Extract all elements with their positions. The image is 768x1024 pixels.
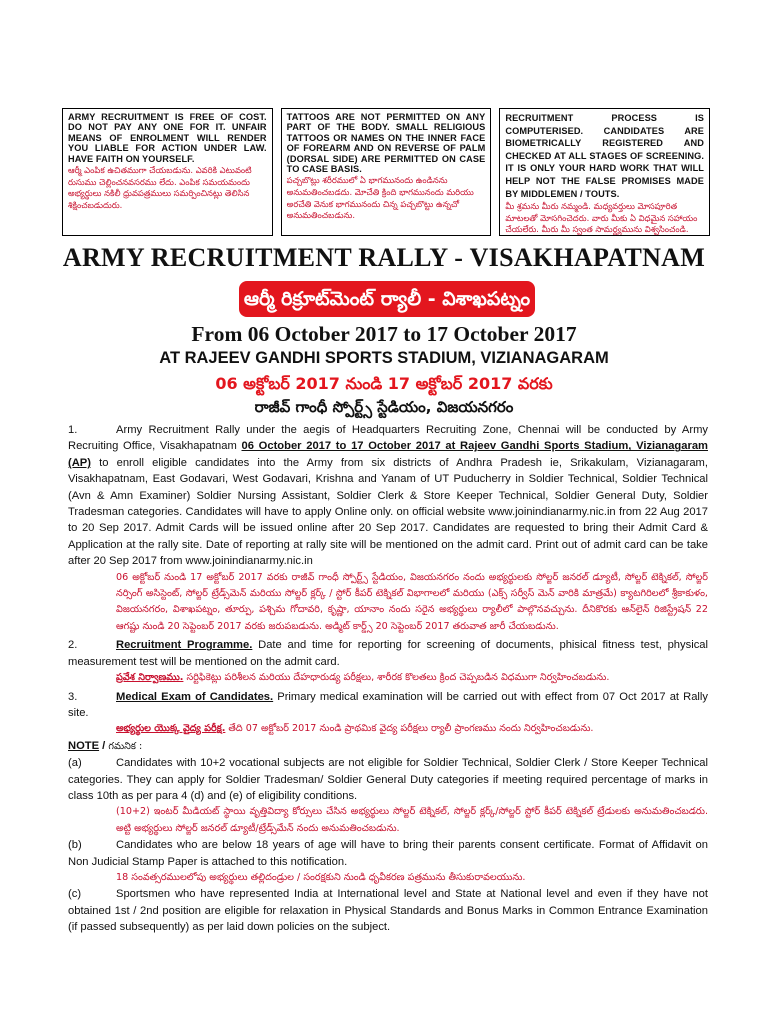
section-3-telugu-text: తేది 07 అక్టోబర్ 2017 నుండి ప్రాథమిక వైద్య పరీక్షలు ర్యాలీ ప్రాంగణము నందు నిర్వహించబడును.: [225, 723, 594, 735]
section-2: [68, 637, 708, 670]
page-title: ARMY RECRUITMENT RALLY - VISAKHAPATNAM: [62, 243, 706, 272]
note-c-text: Sportsmen who have represented India at International level and State at National level and even if they have not obtained 1st / 2nd position are eligible for relaxation in Physical Standards and Bonus Marks in Common Entrance Examination (if passed subsequently) as per laid down policies on the subject.: [68, 888, 708, 934]
section-1-text-pre: Army Recruitment Rally under the aegis of Headquarters Recruiting Zone, Chennai will be conducted by Army Recruiting Office, Visakhapatnam: [68, 424, 708, 453]
note-c-label: (c): [68, 888, 82, 901]
section-1-telugu: 06 అక్టోబర్ నుండి 17 అక్టోబర్ 2017 వరకు రాజీవ్ గాంధీ స్పోర్ట్స్ స్టేడియం, విజయనగరం నందు అభ్యర్థులకు సోల్జర్ జనరల్ డ్యూటీ, సోల్జర్ టెక్నికల్, సోల్జర్ నర్సింగ్ అసిస్టెంట్, సోల్జర్ ట్రేడ్స్‌మెన్ మరియు సోల్జర్ క్లర్క్ / స్టోర్ కీపర్ టెక్నికల్ విభాగాలలో మరియు (ఎక్స్ సర్వీస్ మెన్ వారికి మాత్రమే) క్యాటగిరిలలో శ్రీకాకుళం, విజయనగరం, విశాఖపట్నం, తూర్పు, పశ్చిమ గోదావరి, కృష్ణా, యానాం నందు సరైన అభ్యర్థులు ర్యాలీలో పాల్గొనవచ్చును. దీనికొరకు ఆన్‌లైన్ రిజిస్ట్రేషన్ 22 ఆగష్టు నుండి 20 సెప్టెంబర్ 2017 వరకు జరుపబడును. అడ్మిట్ కార్డ్స్ 20 సెప్టెంబర్ 2017 తరువాత జారీ చేయబడును.: [116, 571, 708, 632]
note-label: NOTE: [68, 739, 100, 752]
note-b-text: Candidates who are below 18 years of age will have to bring their parents consent certificate. Format of Affidavit on Non Judicial Stamp Paper is attached to this notification.: [68, 839, 708, 868]
notice-computerised-en: RECRUITMENT PROCESS IS COMPUTERISED. CANDIDATES ARE BIOMETRICALLY REGISTERED AND CHECKED AT ALL STAGES OF SCREENING. IT IS ONLY YOUR HARD WORK THAT WILL HELP NOT THE FALSE PROMISES MADE BY MIDDLEMEN / TOUTS.: [505, 113, 705, 199]
section-3-telugu-heading: అభ్యర్థుల యొక్క వైద్య పరీక్ష.: [116, 723, 226, 735]
section-2-text: Date and time for reporting for screening of documents, phisical fitness test, physical measurement test will be mentioned on the admit card.: [68, 639, 708, 668]
section-3-heading: Medical Exam of Candidates.: [116, 690, 274, 703]
note-b: [68, 837, 708, 870]
section-2-telugu-heading: ప్రవేశ నిర్వాణము.: [116, 672, 184, 684]
note-a: [68, 755, 708, 804]
section-1-text-post: to enroll eligible candidates into the Army from six districts of Andhra Pradesh ie, Srikakulam, Vizianagaram, Visakhapatnam, East Godavari, West Godavari, Krishna and Yanam of UT Puducherry in Soldier Technical, Soldier Technical (Avn & Amn Examiner) Soldier Nursing Assistant, Soldier Clerk & Store Keeper Technical, Soldier General Duty, Soldier Tradesman categories. Candidates will have to apply Online only. on official website www.joinindianarmy.nic.in from 22 Aug 2017 to 20 Sep 2017. Admit Cards will be issued online after 20 Sep 2017. Candidates are requested to bring their Admit Card & Application at the rally site. Date of reporting at rally site will be mentioned on the admit card. Print out of admit card can be take after 20 Sep 2017 from www.joinindianarmy.nic.in: [68, 456, 708, 568]
section-1: [68, 422, 708, 570]
notice-tattoos-te: పచ్చబొట్లు శరీరములో ఏ భాగమునందు ఉండినను అనుమతించబడదు. మోచేతి క్రింది భాగమునందు మరియు అరచేతి వెనుక భాగమునందు చిన్న పచ్చబొట్టు ఉన్నచో అనుమతించబడును.: [286, 175, 474, 221]
notice-box-computerised: [499, 108, 710, 236]
notice-free-recruitment-en: ARMY RECRUITMENT IS FREE OF COST. DO NOT PAY ANY ONE FOR IT. UNFAIR MEANS OF ENROLMENT WILL RENDER YOU LIABLE FOR ACTION UNDER LAW. HAVE FAITH ON YOURSELF.: [68, 112, 267, 164]
notification-body: [68, 422, 708, 936]
notice-tattoos-en: TATTOOS ARE NOT PERMITTED ON ANY PART OF THE BODY. SMALL RELIGIOUS TATTOOS OR NAMES ON THE INNER FACE OF FOREARM AND ON REVERSE OF PALM (DORSAL SIDE) ARE PERMITTED ON CASE TO CASE BASIS.: [286, 112, 486, 175]
notice-box-tattoos: [281, 108, 492, 236]
section-1-dates-venue: 06 October 2017 to 17 October 2017 at Rajeev Gandhi Sports Stadium, Vizianagaram (AP): [68, 440, 708, 469]
note-label-telugu: గమనిక :: [108, 740, 143, 752]
section-1-number: 1.: [68, 424, 78, 436]
rally-dates-telugu: 06 అక్టోబర్ 2017 నుండి 17 అక్టోబర్ 2017 వరకు: [215, 374, 553, 393]
note-a-text: Candidates with 10+2 vocational subjects are not eligible for Soldier Technical, Soldier Clerk / Store Keeper Technical categories. They can apply for Soldier Tradesman/ Soldier General Duty categories if meeting required percentage of marks in class 10th as per para 4 (d) and (e) of eligibility conditions.: [68, 757, 708, 802]
notice-box-free-recruitment: [62, 108, 273, 236]
section-2-heading: Recruitment Programme.: [116, 639, 253, 652]
notice-computerised-te: మీ శ్రమను మీరు నమ్మండి. మధ్యవర్తులు మోసపూరిత మాటలతో మోసగించెదరు. వారు మీకు ఏ విధమైన సహాయం చేయలేరు. మీరు మీ స్వంత సామర్థ్యమును విశ్వసించండి.: [505, 201, 698, 235]
rally-dates: From 06 October 2017 to 17 October 2017: [191, 322, 577, 346]
section-3-number: 3.: [68, 690, 78, 703]
section-2-telugu: [68, 670, 708, 686]
note-heading: [68, 738, 708, 755]
note-separator: /: [99, 739, 109, 752]
note-a-label: (a): [68, 757, 82, 770]
section-2-number: 2.: [68, 639, 78, 652]
notice-free-recruitment-te: ఆర్మీ ఎంపిక ఉచితముగా చేయబడును. ఎవరికి ఎటువంటి రుసుము చెల్లించనవసరము లేదు. ఎంపిక సమయమందు అభ్యర్థులు నకిలీ ధ్రువపత్రములు సమర్పించినట్లు తెలిసిన శిక్షించబడుదురు.: [68, 165, 252, 210]
note-b-telugu: 18 సంవత్సరములలోపు అభ్యర్థులు తల్లిదండ్రుల / సంరక్షకుని నుండి ధృవీకరణ పత్రమును తీసుకురావలయును.: [116, 871, 526, 883]
note-b-label: (b): [68, 839, 82, 852]
page-title-telugu-banner: ఆర్మీ రిక్రూట్‌మెంట్ ర్యాలీ - విశాఖపట్నం: [239, 281, 535, 317]
section-2-telugu-text: సర్టిఫికెట్లు పరిశీలన మరియు దేహధారుడ్య పరీక్షలు, శారీరక కొలతలు క్రింద చెప్పబడిన విధముగా నిర్వహించబడును.: [183, 672, 610, 684]
section-3-text: Primary medical examination will be carried out with effect from 07 Oct 2017 at Rally site.: [68, 690, 709, 719]
notice-row: [62, 108, 710, 236]
rally-venue: AT RAJEEV GANDHI SPORTS STADIUM, VIZIANAGARAM: [159, 349, 609, 367]
note-c: [68, 886, 708, 935]
rally-venue-telugu: రాజీవ్ గాంధీ స్పోర్ట్స్ స్టేడియం, విజయనగరం: [254, 398, 514, 416]
section-3-telugu: [68, 721, 708, 737]
section-3: [68, 689, 708, 722]
note-a-telugu: (10+2) ఇంటర్ మీడియట్ స్థాయి వృత్తివిద్యా కోర్సులు చేసిన అభ్యర్థులు సోల్జర్ టెక్నికల్, సోల్జర్ క్లర్క్/సోల్జర్ స్టోర్ కీపర్ టెక్నికల్ ట్రేడులకు అనుమతించబడరు. అట్టి అభ్యర్థులు సోల్జర్ జనరల్ డ్యూటీ/ట్రేడ్స్‌మేన్ నందు అనుమతించబడును.: [116, 806, 708, 834]
